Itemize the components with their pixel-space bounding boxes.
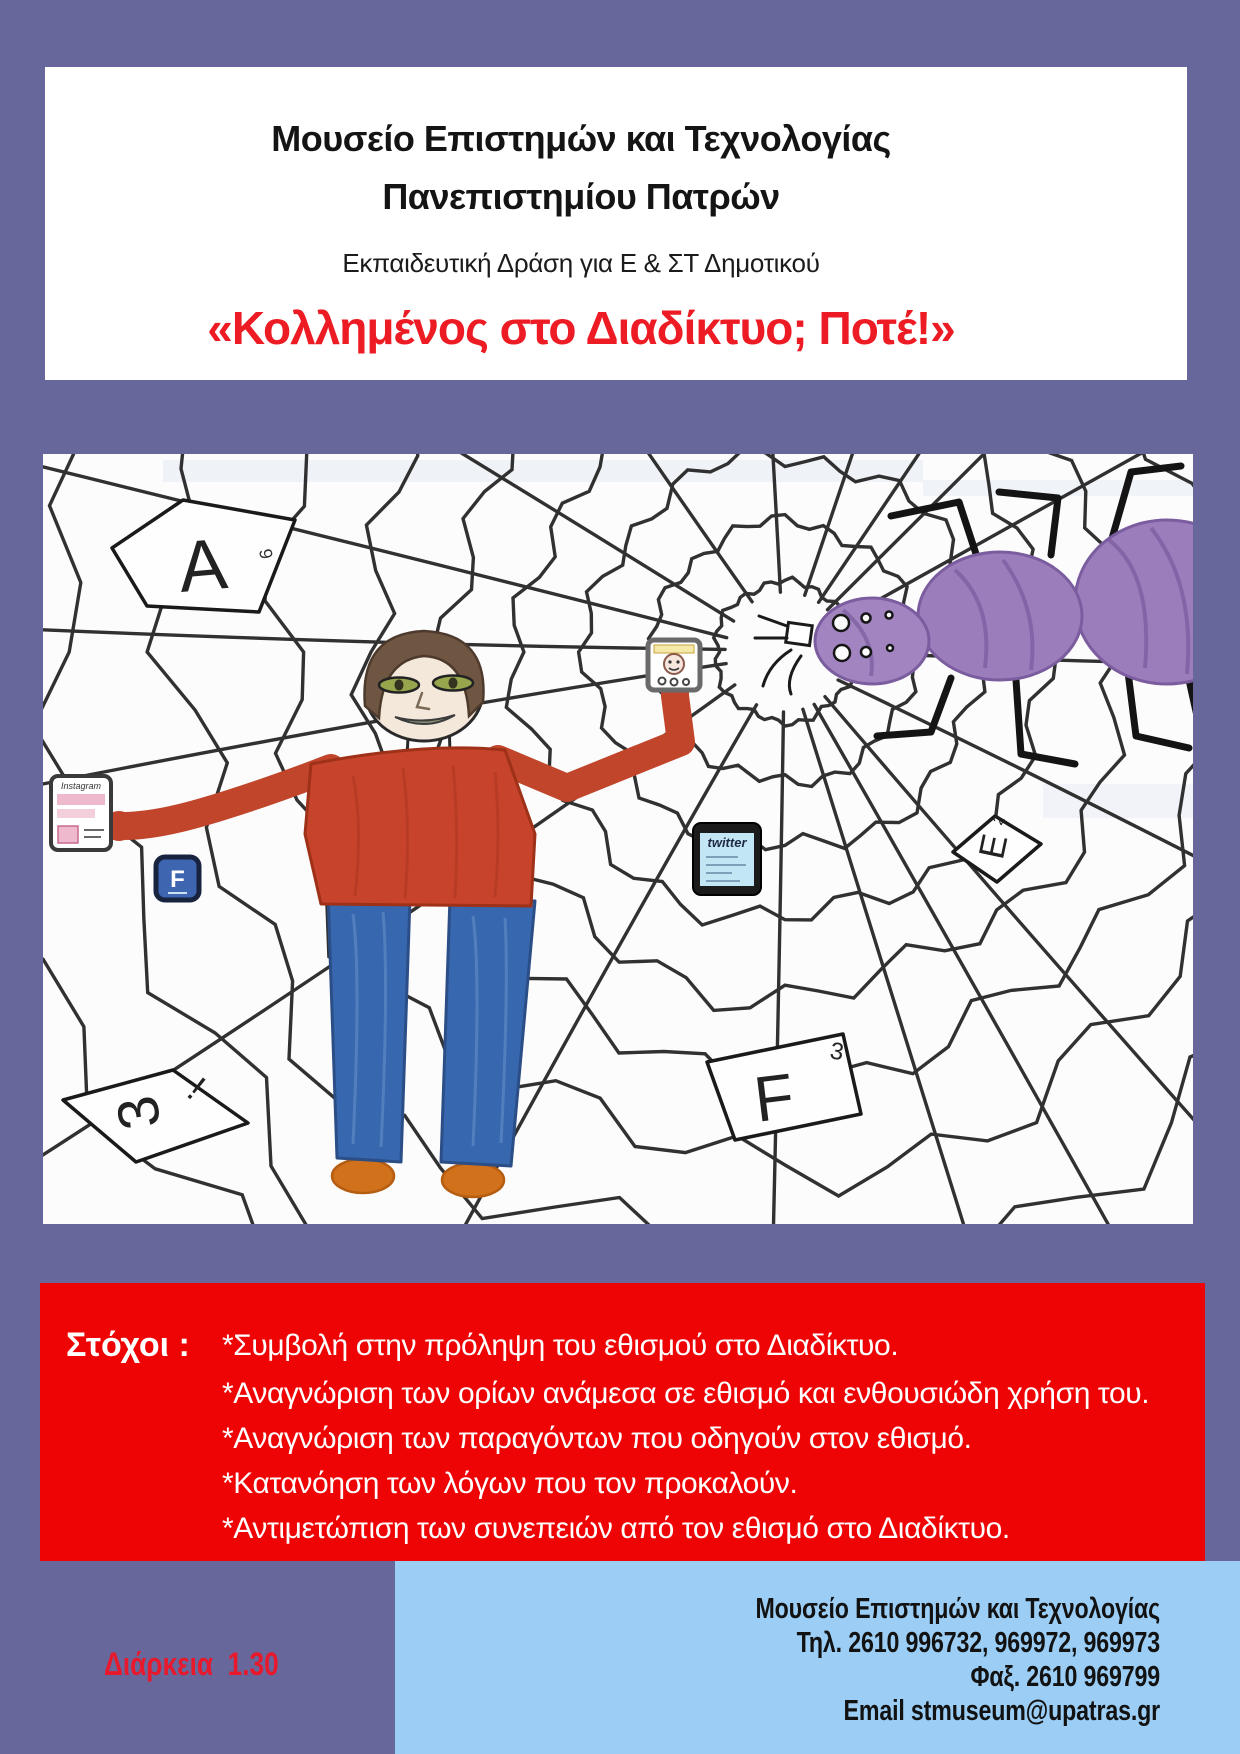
museum-title-line2: Πανεπιστημίου Πατρών: [382, 176, 780, 217]
selfie-device: [648, 640, 700, 690]
spider-abdomen: [1075, 520, 1193, 684]
instagram-label: Instagram: [60, 781, 102, 791]
goals-label: Στόχοι :: [66, 1326, 190, 1364]
note-f: [707, 1034, 861, 1140]
right-arm: [498, 696, 681, 788]
museum-title-line1: Μουσείο Επιστημών και Τεχνολογίας: [271, 118, 891, 159]
instagram-phone: [51, 776, 111, 850]
note-e-letter: E: [970, 830, 1016, 863]
header-card: [45, 67, 1187, 380]
twitter-tablet: [693, 823, 761, 895]
sweater-torso: [305, 748, 535, 906]
note-e: [953, 812, 1041, 882]
twitter-label: twitter: [707, 835, 747, 850]
head: [364, 631, 483, 741]
goal-item-5: *Αντιμετώπιση των συνεπειών από τον εθισμό στο Διαδίκτυο.: [222, 1512, 1010, 1545]
right-shoe: [442, 1163, 504, 1197]
goals-box: [40, 1283, 1205, 1561]
spiderweb-drawing: [43, 454, 1193, 1224]
note-a: [112, 500, 295, 612]
duration-label: Διάρκεια 1.30: [104, 1646, 279, 1682]
note-3-exclaim: !: [180, 1068, 214, 1108]
contact-box: [395, 1561, 1240, 1754]
facebook-f: F: [170, 866, 185, 893]
note-e-sup: 2: [989, 812, 1009, 828]
spider-mandibles: [755, 616, 812, 694]
goal-item-2: *Αναγνώριση των ορίων ανάμεσα σε εθισμό και ενθουσιώδη χρήση του.: [222, 1377, 1150, 1410]
program-subtitle: Εκπαιδευτική Δράση για Ε & ΣΤ Δημοτικού: [342, 248, 820, 278]
event-title: «Κολλημένος στο Διαδίκτυο; Ποτέ!»: [207, 302, 955, 354]
contact-museum-name: Μουσείο Επιστημών και Τεχνολογίας: [755, 1593, 1160, 1625]
goal-item-4: *Κατανόηση των λόγων που τον προκαλούν.: [222, 1467, 798, 1500]
note-3-digit: 3: [104, 1091, 174, 1135]
goals-list: [222, 1323, 1149, 1561]
note-f-letter: F: [750, 1059, 798, 1136]
left-arm: [123, 768, 331, 826]
facebook-square: [156, 857, 199, 900]
goal-item-1: *Συμβολή στην πρόληψη του εθισμού στο Διαδίκτυο.: [222, 1329, 899, 1362]
contact-block: [548, 1592, 1160, 1728]
web-notes: [60, 500, 1041, 1162]
note-a-letter: A: [175, 524, 231, 608]
left-shoe: [332, 1159, 394, 1193]
goal-item-3: *Αναγνώριση των παραγόντων που οδηγούν στον εθισμό.: [222, 1422, 972, 1455]
note-3: [63, 1069, 248, 1162]
contact-fax: Φαξ. 2610 969799: [970, 1661, 1160, 1693]
contact-email: Email stmuseum@upatras.gr: [843, 1695, 1160, 1727]
note-f-sup: 3: [827, 1037, 846, 1067]
jeans: [328, 894, 535, 1166]
contact-phone: Τηλ. 2610 996732, 969972, 969973: [796, 1627, 1160, 1659]
spider-thorax: [918, 552, 1082, 680]
note-a-small-digit: 9: [255, 547, 277, 561]
spider: [755, 466, 1193, 764]
